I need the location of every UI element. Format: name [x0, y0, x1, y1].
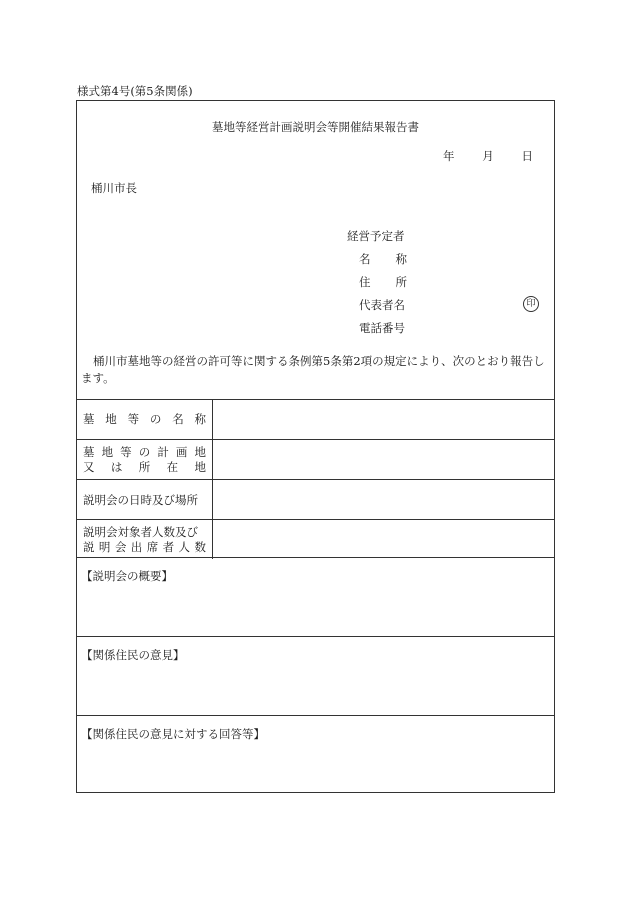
table-row: [77, 439, 554, 479]
section-overview-caption: 【説明会の概要】: [81, 569, 173, 583]
meeting-datetime-place-value[interactable]: [213, 480, 554, 519]
attendee-counts-value[interactable]: [213, 520, 554, 559]
section-resident-opinions[interactable]: [77, 636, 554, 716]
addressee: 桶川市長: [91, 181, 137, 195]
attendee-counts-label: [77, 520, 213, 559]
table-row: [77, 479, 554, 519]
label-line: 墓 地 等 の 計 画 地: [83, 444, 206, 459]
label-line: 又 は 所 在 地: [83, 459, 206, 474]
form-title: 墓地等経営計画説明会等開催結果報告書: [212, 120, 419, 134]
representative-label: 代表者名: [359, 297, 405, 312]
section-overview[interactable]: [77, 557, 554, 637]
meeting-datetime-place-label: [77, 480, 213, 519]
address-label: 住 所: [359, 274, 407, 289]
form-number: 様式第4号(第5条関係): [77, 84, 193, 98]
name-label: 名 称: [359, 251, 407, 266]
applicant-block: [347, 224, 547, 339]
year-label: 年: [443, 149, 455, 163]
section-responses[interactable]: [77, 715, 554, 795]
phone-label: 電話番号: [359, 320, 405, 335]
planned-location-label: [77, 440, 213, 479]
section-resident-opinions-caption: 【関係住民の意見】: [81, 648, 185, 662]
label-line: 説明会の日時及び場所: [83, 492, 198, 507]
label-line: 説 明 会 出 席 者 人 数: [83, 540, 206, 554]
report-statement: 桶川市墓地等の経営の許可等に関する条例第5条第2項の規定により、次のとおり報告します。: [81, 354, 545, 385]
day-label: 日: [521, 149, 533, 163]
table-row: [77, 519, 554, 559]
section-responses-caption: 【関係住民の意見に対する回答等】: [81, 727, 265, 741]
date-line: [443, 148, 533, 164]
applicant-heading: 経営予定者: [347, 228, 405, 243]
label-line: 説明会対象者人数及び: [83, 525, 198, 539]
label-line: 墓 地 等 の 名 称: [83, 412, 206, 426]
info-table: [77, 399, 554, 559]
table-row: [77, 399, 554, 439]
planned-location-value[interactable]: [213, 440, 554, 479]
report-form: [76, 100, 555, 793]
seal-icon: 印: [523, 296, 539, 312]
cemetery-name-value[interactable]: [213, 400, 554, 439]
month-label: 月: [482, 149, 494, 163]
cemetery-name-label: [77, 400, 213, 439]
